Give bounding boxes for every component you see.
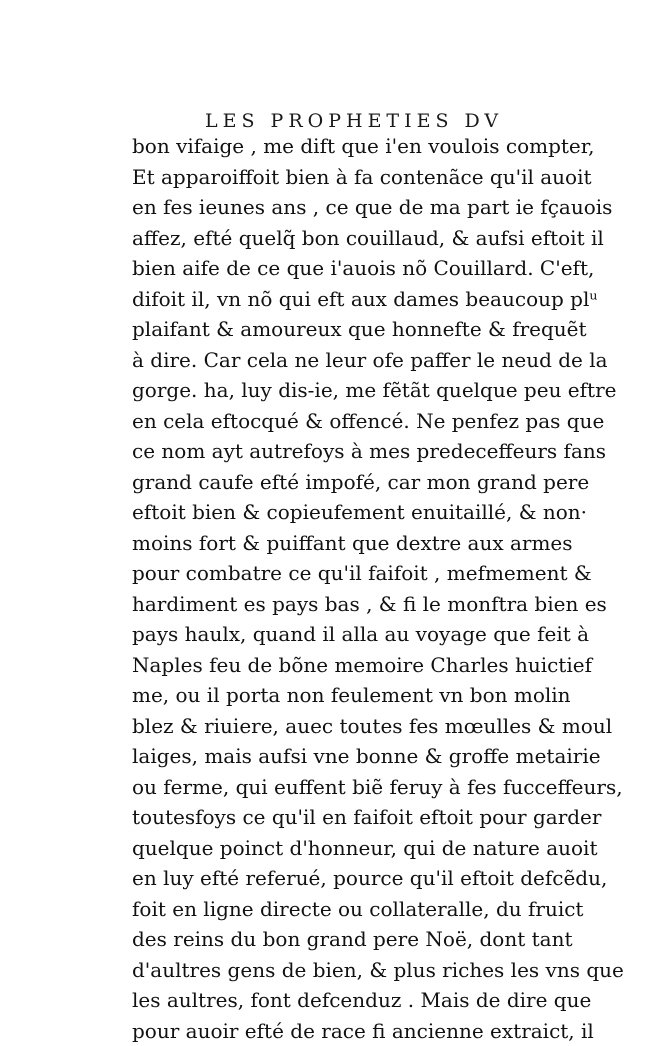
text-line: les aultres, font defcenduz . Mais de dire que <box>132 985 562 1016</box>
text-line: Naples feu de bõne memoire Charles huictief <box>132 650 562 681</box>
text-line: grand caufe efté impofé, car mon grand pere <box>132 467 562 498</box>
text-line: difoit il, vn nõ qui eft aux dames beaucoup plᵘ <box>132 284 562 315</box>
text-line: pays haulx, quand il alla au voyage que feit à <box>132 619 562 650</box>
text-line: toutesfoys ce qu'il en faifoit eftoit pour garder <box>132 802 562 833</box>
text-line: ou ferme, qui euffent biẽ feruy à fes fucceffeurs, <box>132 772 562 803</box>
text-line: hardiment es pays bas , & fi le monftra bien es <box>132 589 562 620</box>
text-line: moins fort & puiffant que dextre aux armes <box>132 528 562 559</box>
text-line: foit en ligne directe ou collateralle, du fruict <box>132 894 562 925</box>
text-line: en cela eftocqué & offencé. Ne penfez pas que <box>132 406 562 437</box>
text-line: Et apparoiffoit bien à fa contenãce qu'il auoit <box>132 162 562 193</box>
text-line: à dire. Car cela ne leur ofe paffer le neud de la <box>132 345 562 376</box>
body-text <box>132 131 562 1046</box>
text-line: eftoit bien & copieufement enuitaillé, & non· <box>132 497 562 528</box>
text-line: pour combatre ce qu'il faifoit , mefmement & <box>132 558 562 589</box>
text-line: ce nom ayt autrefoys à mes predeceffeurs fans <box>132 436 562 467</box>
text-line: laiges, mais aufsi vne bonne & groffe metairie <box>132 741 562 772</box>
text-line: bon vifaige , me dift que i'en voulois compter, <box>132 131 562 162</box>
text-line: gorge. ha, luy dis-ie, me fẽtãt quelque peu eftre <box>132 375 562 406</box>
text-line: pour auoir efté de race fi ancienne extraict, il <box>132 1016 562 1046</box>
running-head: LES PROPHETIES DV <box>205 110 503 132</box>
text-line: affez, efté quelq̃ bon couillaud, & aufsi eftoit il <box>132 223 562 254</box>
text-line: bien aife de ce que i'auois nõ Couillard. C'eft, <box>132 253 562 284</box>
text-line: des reins du bon grand pere Noë, dont tant <box>132 924 562 955</box>
text-line: en luy efté referué, pource qu'il eftoit defcẽdu, <box>132 863 562 894</box>
text-line: me, ou il porta non feulement vn bon molin <box>132 680 562 711</box>
text-line: blez & riuiere, auec toutes fes mœulles & moul <box>132 711 562 742</box>
text-line: quelque poinct d'honneur, qui de nature auoit <box>132 833 562 864</box>
text-line: plaifant & amoureux que honnefte & frequẽt <box>132 314 562 345</box>
text-line: en fes ieunes ans , ce que de ma part ie fçauois <box>132 192 562 223</box>
text-line: d'aultres gens de bien, & plus riches les vns que <box>132 955 562 986</box>
